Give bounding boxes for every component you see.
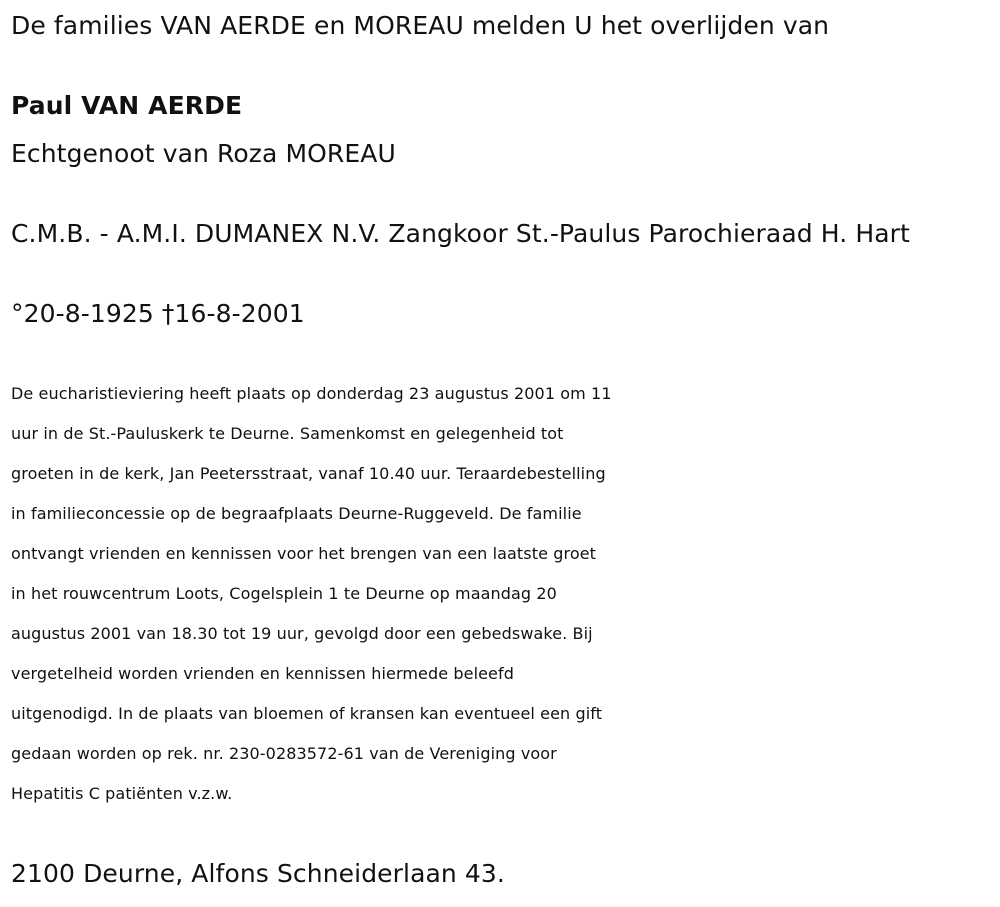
announcement-intro: De families VAN AERDE en MOREAU melden U het overlijden van: [11, 11, 830, 40]
address-line: 2100 Deurne, Alfons Schneiderlaan 43.: [11, 859, 505, 888]
ceremony-details: [11, 374, 996, 814]
details-line: De eucharistieviering heeft plaats op donderdag 23 augustus 2001 om 11: [11, 384, 612, 403]
details-line: ontvangt vrienden en kennissen voor het brengen van een laatste groet: [11, 544, 597, 563]
organizations-line: C.M.B. - A.M.I. DUMANEX N.V. Zangkoor St.-Paulus Parochieraad H. Hart: [11, 219, 910, 248]
details-line: gedaan worden op rek. nr. 230-0283572-61 van de Vereniging voor: [11, 744, 557, 763]
details-line: vergetelheid worden vrienden en kennissen hiermede beleefd: [11, 664, 514, 683]
deceased-name: Paul VAN AERDE: [11, 91, 243, 120]
details-line: groeten in de kerk, Jan Peetersstraat, vanaf 10.40 uur. Teraardebestelling: [11, 464, 606, 483]
birth-death-dates: °20-8-1925 †16-8-2001: [11, 299, 305, 328]
details-line: in familieconcessie op de begraafplaats Deurne-Ruggeveld. De familie: [11, 504, 582, 523]
details-line: uur in de St.-Pauluskerk te Deurne. Samenkomst en gelegenheid tot: [11, 424, 564, 443]
details-line: in het rouwcentrum Loots, Cogelsplein 1 te Deurne op maandag 20: [11, 584, 557, 603]
spouse-line: Echtgenoot van Roza MOREAU: [11, 139, 396, 168]
details-line: augustus 2001 van 18.30 tot 19 uur, gevolgd door een gebedswake. Bij: [11, 624, 593, 643]
details-line: Hepatitis C patiënten v.z.w.: [11, 784, 233, 803]
details-line: uitgenodigd. In de plaats van bloemen of kransen kan eventueel een gift: [11, 704, 603, 723]
